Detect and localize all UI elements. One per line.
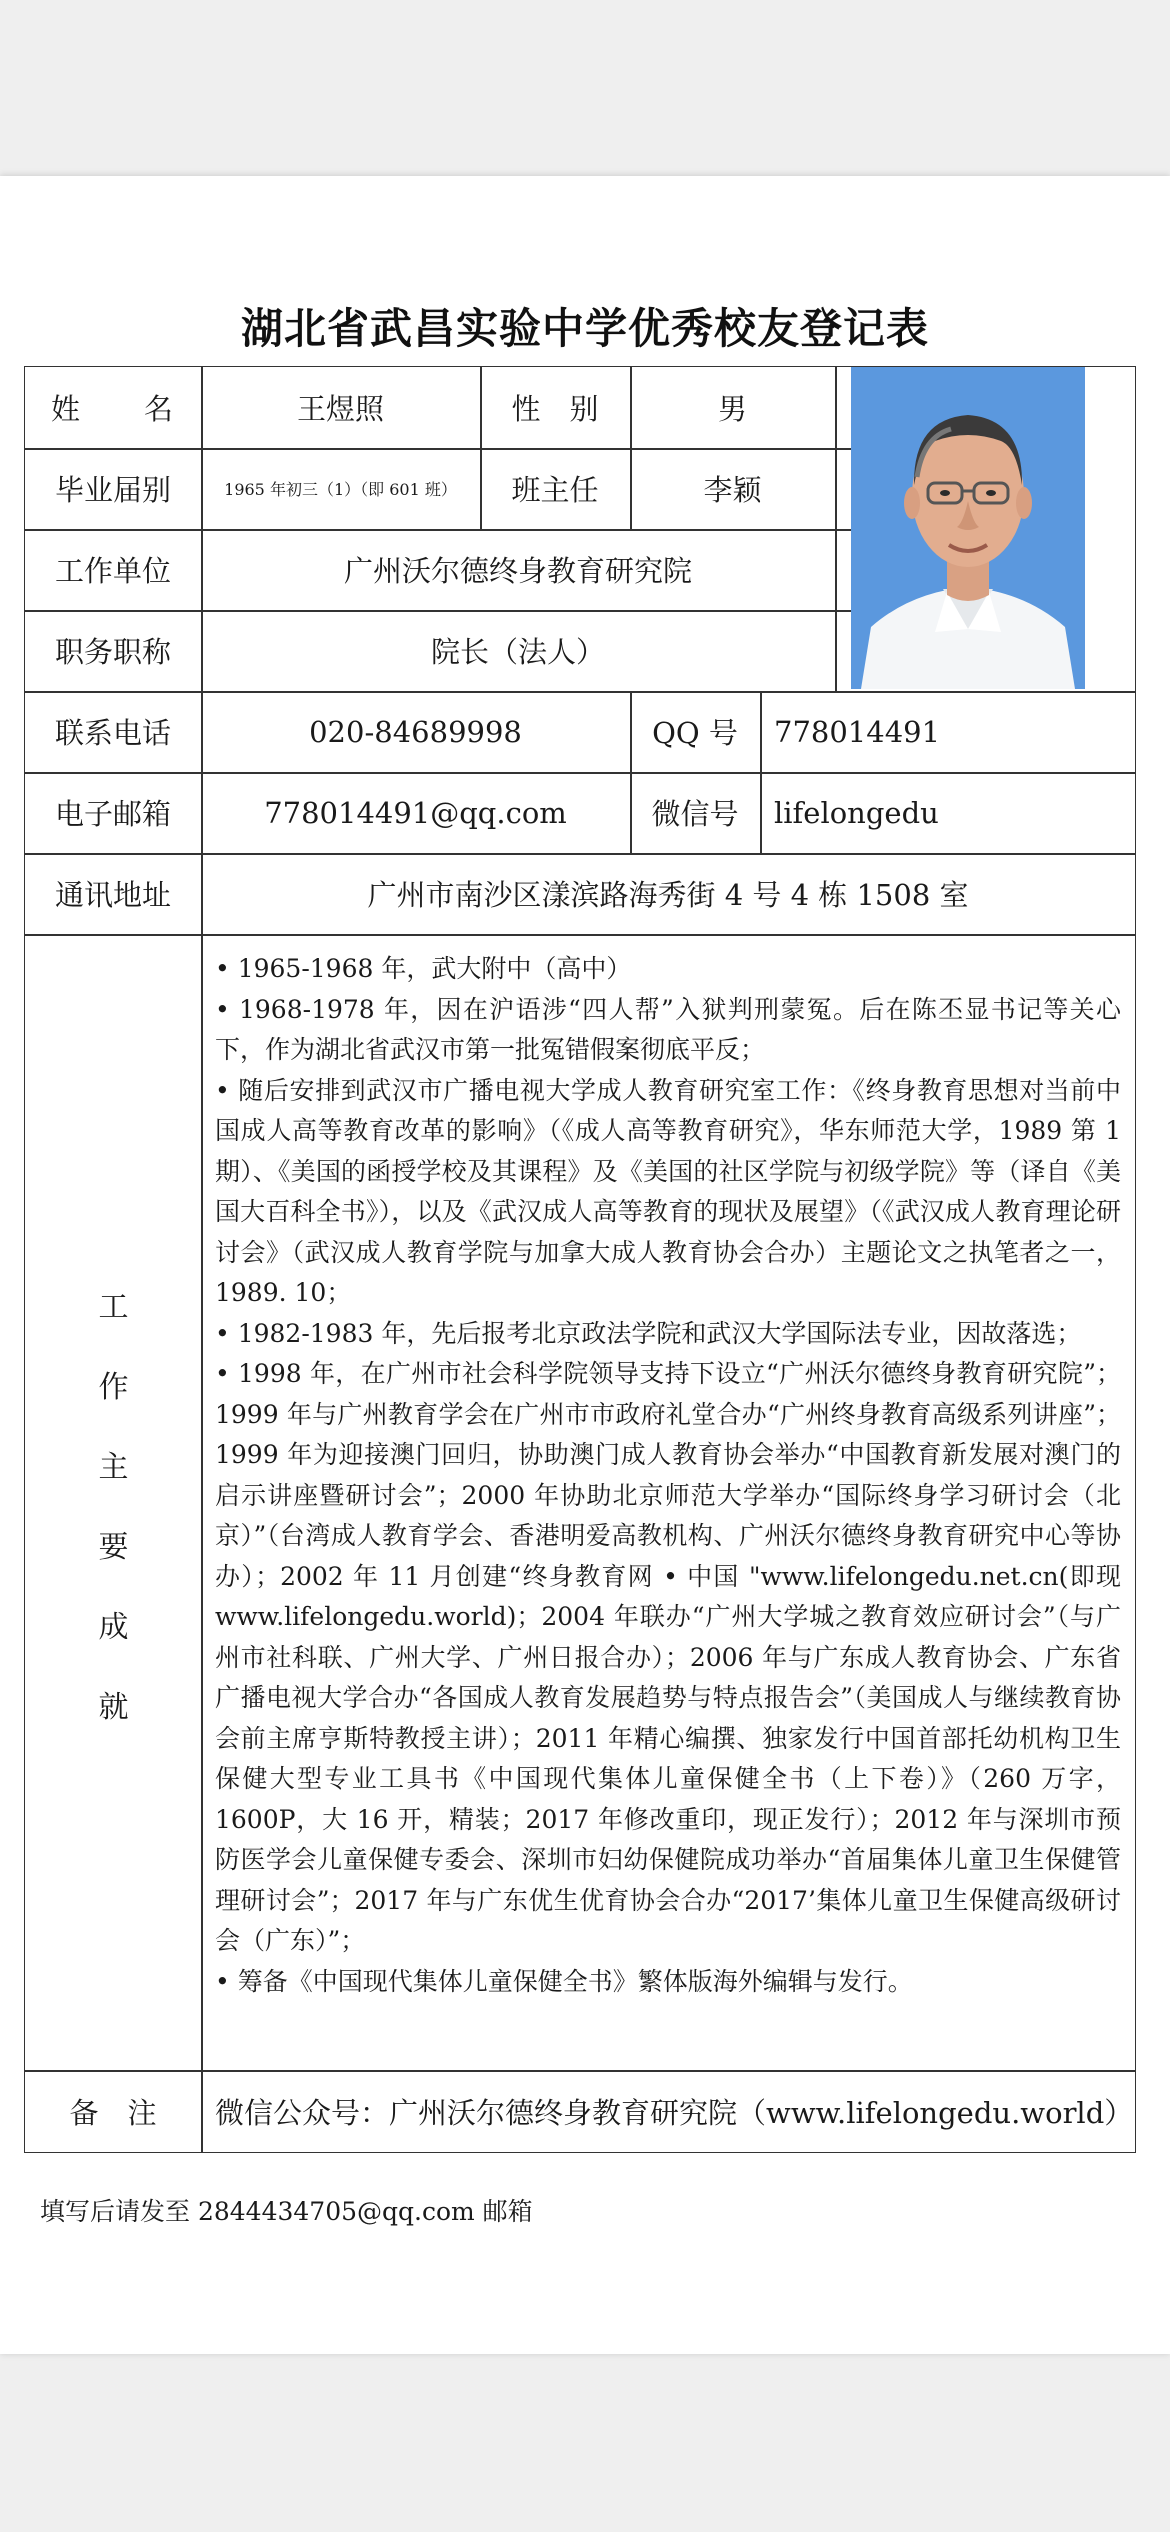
work-label: 工作单位 — [54, 554, 171, 588]
achievement-item: • 1968-1978 年，因在沪语涉“四人帮”入狱判刑蒙冤。后在陈丕显书记等关心下，作为湖北省武汉市第一批冤错假案彻底平反； — [215, 994, 1121, 1064]
name-label: 姓 名 — [50, 392, 175, 426]
phone-value: 020-84689998 — [309, 714, 522, 749]
grad-label: 毕业届别 — [54, 473, 171, 507]
position-value: 院长（法人） — [430, 635, 605, 669]
address-value: 广州市南沙区漾滨路海秀街 4 号 4 栋 1508 室 — [367, 878, 969, 912]
achievement-item: • 筹备《中国现代集体儿童保健全书》繁体版海外编辑与发行。 — [215, 1966, 913, 1996]
registration-form-page — [0, 176, 1170, 2354]
phone-label: 联系电话 — [54, 716, 171, 750]
form-title: 湖北省武昌实验中学优秀校友登记表 — [240, 304, 929, 353]
portrait-photo — [851, 367, 1085, 689]
remarks-label: 备 注 — [69, 2095, 157, 2130]
qq-value: 778014491 — [774, 714, 941, 749]
registration-table — [24, 366, 1136, 2153]
achievements-text — [215, 949, 1121, 2002]
address-label: 通讯地址 — [54, 878, 171, 912]
name-value: 王煜照 — [296, 392, 384, 426]
achievement-item: • 随后安排到武汉市广播电视大学成人教育研究室工作：《终身教育思想对当前中国成人高等教育改革的影响》（《成人高等教育研究》，华东师范大学，1989 第 1 期）、《美国的函授学校及其课程》及《美国的社区学院与初级学院》等（译自《美国大百科全书》），以及《武汉成人高等教育的现状及展望》（《武汉成人教育理论研讨会》（武汉成人教育学院与加拿大成人教育协会合办）主题论文之执笔者之一，1989. 10； — [215, 1075, 1121, 1307]
grad-value: 1965 年初三（1）（即 601 班） — [224, 480, 457, 499]
teacher-value: 李颖 — [703, 473, 762, 507]
portrait-illustration — [851, 367, 1085, 689]
wechat-label: 微信号 — [651, 797, 739, 831]
work-value: 广州沃尔德终身教育研究院 — [343, 554, 692, 588]
gender-value: 男 — [717, 392, 747, 426]
gender-label: 性 别 — [511, 392, 599, 426]
achievement-item: • 1965-1968 年，武大附中（高中） — [215, 954, 632, 983]
teacher-label: 班主任 — [511, 473, 599, 507]
top-margin — [0, 0, 1170, 176]
wechat-value: lifelongedu — [774, 795, 939, 830]
achievement-item: • 1998 年，在广州市社会科学院领导支持下设立“广州沃尔德终身教育研究院”；1999 年与广州教育学会在广州市市政府礼堂合办“广州终身教育高级系列讲座”；1999 年为迎接澳门回归，协助澳门成人教育协会举办“中国教育新发展对澳门的启示讲座暨研讨会”；2000 年协助北京师范大学举办“国际终身学习研讨会（北京）”（台湾成人教育学会、香港明爱高教机构、广州沃尔德终身教育研究中心等协办）；2002 年 11 月创建“终身教育网 • 中国 "www.lifelongedu.net.cn(即现 www.lifelongedu.world)；2004 年联办“广州大学城之教育效应研讨会”（与广州市社科联、广州大学、广州日报合办）；2006 年与广东成人教育协会、广东省广播电视大学合办“各国成人教育发展趋势与特点报告会”（美国成人与继续教育协会前主席亨斯特教授主讲）；2011 年精心编撰、独家发行中国首部托幼机构卫生保健大型专业工具书《中国现代集体儿童保健全书（上下卷）》（260 万字，1600P，大 16 开，精装；2017 年修改重印，现正发行）；2012 年与深圳市预防医学会儿童保健专委会、深圳市妇幼保健院成功举办“首届集体儿童卫生保健管理研讨会”；2017 年与广东优生优育协会合办“2017’集体儿童卫生保健高级研讨会（广东）”； — [215, 1359, 1121, 1955]
achievement-item: • 1982-1983 年，先后报考北京政法学院和武汉大学国际法专业，因故落选； — [215, 1318, 1082, 1348]
email-label: 电子邮箱 — [54, 797, 171, 831]
position-label: 职务职称 — [54, 635, 171, 669]
achievements-label: 工 作 主 要 成 就 — [98, 1290, 129, 1725]
email-value: 778014491@qq.com — [264, 795, 567, 830]
qq-label: QQ 号 — [652, 716, 738, 750]
remarks-value: 微信公众号：广州沃尔德终身教育研究院（www.lifelongedu.world） — [215, 2095, 1134, 2130]
submission-note: 填写后请发至 2844434705@qq.com 邮箱 — [40, 2197, 533, 2226]
